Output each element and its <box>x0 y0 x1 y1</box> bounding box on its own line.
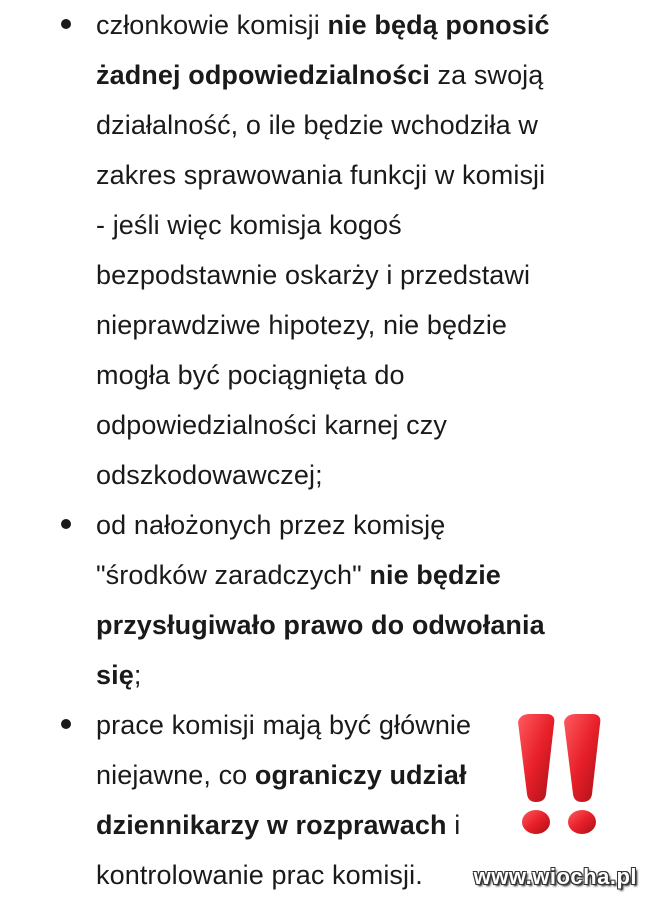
text-line: się; <box>96 660 142 690</box>
text-line: odszkodowawczej; <box>96 460 323 490</box>
text-line: mogła być pociągnięta do <box>96 360 405 390</box>
text-line: - jeśli więc komisja kogoś <box>96 210 402 240</box>
text-line: dziennikarzy w rozprawach i <box>96 810 461 840</box>
text-line: działalność, o ile będzie wchodziła w <box>96 110 538 140</box>
text-line: od nałożonych przez komisję <box>96 510 446 540</box>
text-line: prace komisji mają być głównie <box>96 710 472 740</box>
text-line: odpowiedzialności karnej czy <box>96 410 447 440</box>
bullet-icon <box>61 19 71 29</box>
text-line: niejawne, co ograniczy udział <box>96 760 467 790</box>
text-line: nieprawdziwe hipotezy, nie będzie <box>96 310 508 340</box>
text-line: przysługiwało prawo do odwołania <box>96 610 545 640</box>
double-exclamation-icon <box>512 710 612 840</box>
text-line: "środków zaradczych" nie będzie <box>96 560 501 590</box>
bullet-icon <box>61 519 71 529</box>
text-line: członkowie komisji nie będą ponosić <box>96 10 550 40</box>
watermark: www.wiocha.pl <box>473 864 637 889</box>
text-line: kontrolowanie prac komisji. <box>96 860 423 890</box>
text-line: żadnej odpowiedzialności za swoją <box>96 60 544 90</box>
text-line: bezpodstawnie oskarży i przedstawi <box>96 260 531 290</box>
bullet-icon <box>61 719 71 729</box>
text-line: zakres sprawowania funkcji w komisji <box>96 160 546 190</box>
